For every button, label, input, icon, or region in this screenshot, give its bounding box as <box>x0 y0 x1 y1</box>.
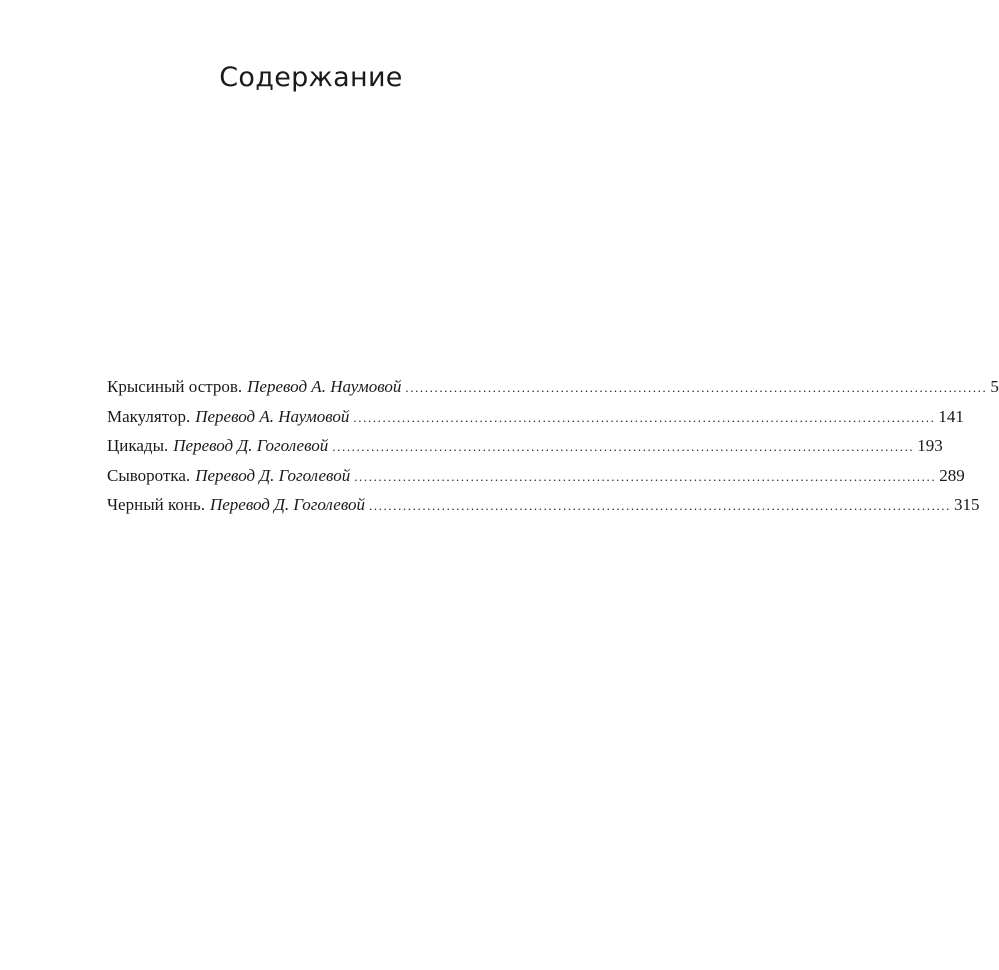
table-of-contents <box>107 372 999 520</box>
toc-dot-leader: ........................................................................................................................ <box>405 380 988 395</box>
toc-entry-title: Сыворотка. <box>107 465 191 485</box>
toc-entry-translator: Перевод Д. Гоголевой <box>209 495 365 514</box>
toc-entry-page-number: 5 <box>990 377 999 396</box>
toc-entry-title: Цикады. <box>107 436 169 455</box>
toc-entry-translator: Перевод Д. Гоголевой <box>173 436 329 455</box>
toc-entry-translator: Перевод Д. Гоголевой <box>195 465 351 485</box>
toc-dot-leader: ........................................................................................................................ <box>354 468 937 484</box>
toc-entry <box>107 461 965 491</box>
toc-dot-leader: ........................................................................................................................ <box>353 409 936 425</box>
toc-entry-translator: Перевод А. Наумовой <box>247 377 402 396</box>
toc-entry-page-number: 289 <box>939 465 965 485</box>
toc-entry <box>107 490 980 520</box>
toc-entry-page-number: 193 <box>917 436 943 455</box>
toc-entry <box>107 431 943 461</box>
toc-entry-page-number: 315 <box>953 495 980 514</box>
toc-dot-leader: ........................................................................................................................ <box>368 498 951 513</box>
toc-dot-leader: ........................................................................................................................ <box>332 439 915 454</box>
toc-entry-translator: Перевод А. Наумовой <box>195 406 350 426</box>
toc-entry <box>107 402 964 432</box>
toc-entry-page-number: 141 <box>938 406 964 426</box>
toc-entry-title: Макулятор. <box>107 406 191 426</box>
toc-entry-title: Крысиный остров. <box>107 377 243 396</box>
toc-entry-title: Черный конь. <box>107 495 205 514</box>
page-title: Содержание <box>219 62 403 94</box>
toc-entry <box>107 372 999 402</box>
